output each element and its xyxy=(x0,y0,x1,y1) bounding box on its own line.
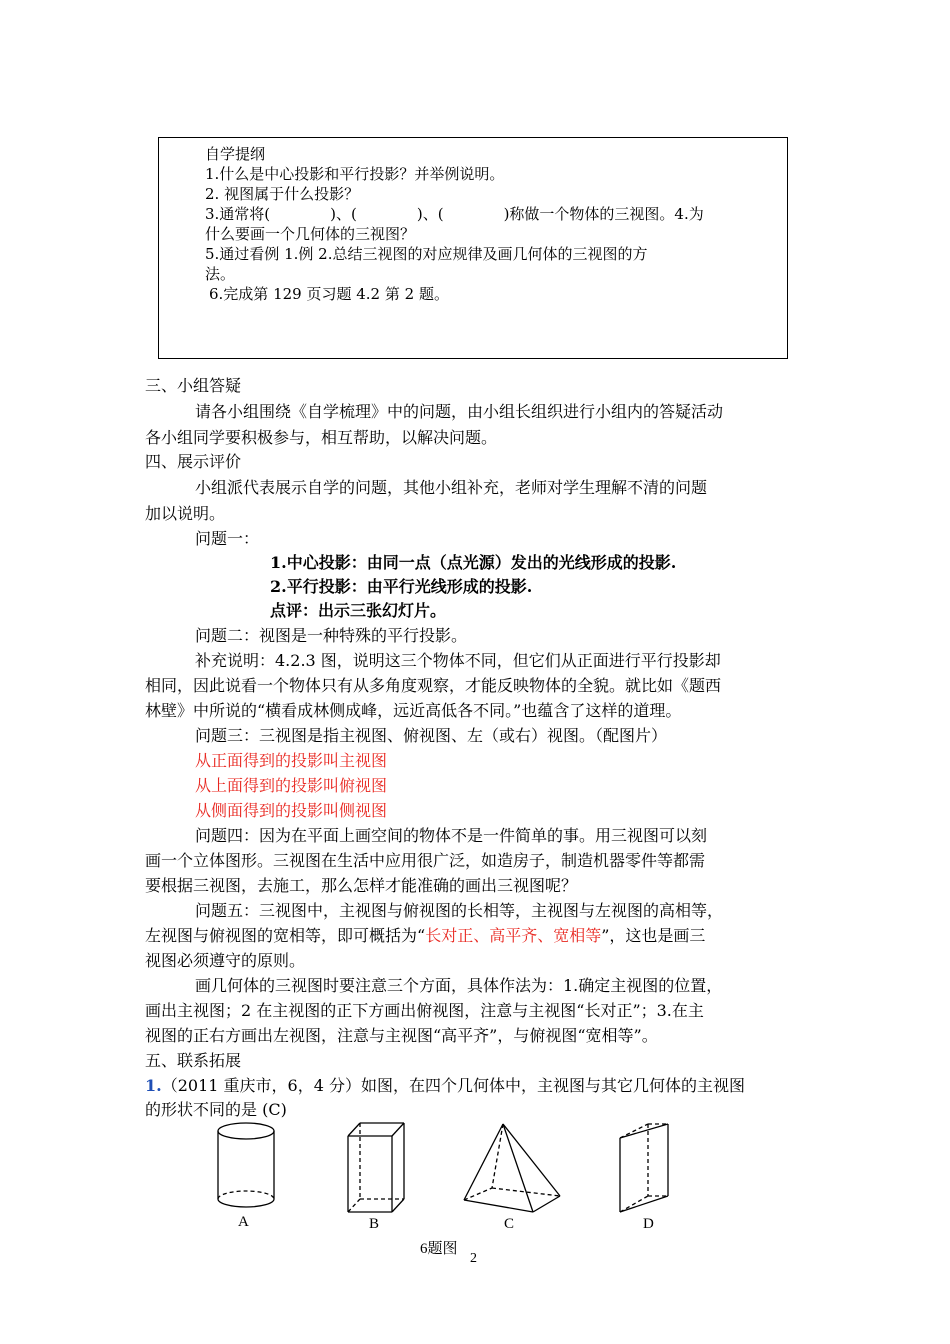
outline-line: 2. 视图属于什么投影？ xyxy=(205,185,360,203)
section-heading: 四、展示评价 xyxy=(145,452,242,471)
paragraph-line: 画几何体的三视图时要注意三个方面，具体作法为：1.确定主视图的位置， xyxy=(195,976,723,995)
section-heading: 五、联系拓展 xyxy=(145,1051,242,1070)
exercise-number: 1. xyxy=(145,1076,162,1095)
paragraph-line: 小组派代表展示自学的问题，其他小组补充，老师对学生理解不清的问题 xyxy=(195,478,708,497)
section-heading: 三、小组答疑 xyxy=(145,376,242,395)
answer-line: 点评：出示三张幻灯片。 xyxy=(270,601,447,620)
paragraph-line: 林壁》中所说的“横看成林侧成峰，远近高低各不同。”也蕴含了这样的道理。 xyxy=(145,701,682,720)
highlight-line: 从上面得到的投影叫俯视图 xyxy=(195,776,388,795)
question-label: 问题一： xyxy=(195,529,260,548)
page-number: 2 xyxy=(470,1251,477,1266)
highlight-line: 从正面得到的投影叫主视图 xyxy=(195,751,388,770)
paragraph-line: 要根据三视图，去施工，那么怎样才能准确的画出三视图呢？ xyxy=(145,876,578,895)
figure-label-d: D xyxy=(643,1216,654,1232)
shape-triangular-prism xyxy=(620,1124,668,1212)
paragraph-line: 各小组同学要积极参与，相互帮助，以解决问题。 xyxy=(145,428,498,447)
shape-cylinder xyxy=(218,1123,274,1207)
text-run: ”，这也是画三 xyxy=(601,926,706,945)
answer-line: 2.平行投影：由平行光线形成的投影. xyxy=(270,577,533,596)
paragraph-line: 问题三：三视图是指主视图、俯视图、左（或右）视图。（配图片） xyxy=(195,726,668,745)
paragraph-line: 问题五：三视图中，主视图与俯视图的长相等，主视图与左视图的高相等， xyxy=(195,901,724,920)
exercise-text: （2011 重庆市，6，4 分）如图，在四个几何体中，主视图与其它几何体的主视图 xyxy=(161,1076,745,1095)
figure-label-a: A xyxy=(238,1214,249,1230)
shape-cuboid xyxy=(348,1123,404,1212)
outline-line: 6.完成第 129 页习题 4.2 第 2 题。 xyxy=(209,285,449,303)
paragraph-line: 补充说明：4.2.3 图，说明这三个物体不同，但它们从正面进行平行投影却 xyxy=(195,651,721,670)
paragraph-line: 画出主视图；2 在主视图的正下方画出俯视图，注意与主视图“长对正”；3.在主 xyxy=(145,1001,704,1020)
paragraph-line: 问题四：因为在平面上画空间的物体不是一件简单的事。用三视图可以刻 xyxy=(195,826,708,845)
paragraph-line: 相同，因此说看一个物体只有从多角度观察，才能反映物体的全貌。就比如《题西 xyxy=(145,676,722,695)
figure-label-c: C xyxy=(504,1216,515,1232)
exercise-line: 的形状不同的是 (C) xyxy=(145,1100,287,1119)
outline-title: 自学提纲 xyxy=(205,145,266,163)
highlight-line: 从侧面得到的投影叫侧视图 xyxy=(195,801,388,820)
answer-line: 1.中心投影：由同一点（点光源）发出的光线形成的投影. xyxy=(270,553,677,572)
highlight-run: 长对正、高平齐、宽相等 xyxy=(425,926,602,945)
outline-line: 什么要画一个几何体的三视图？ xyxy=(205,225,416,243)
outline-line: 1.什么是中心投影和平行投影？并举例说明。 xyxy=(205,165,505,183)
figure-label-b: B xyxy=(369,1216,380,1232)
outline-line: 5.通过看例 1.例 2.总结三视图的对应规律及画几何体的三视图的方 xyxy=(205,245,648,263)
paragraph-line: 视图的正右方画出左视图，注意与主视图“高平齐”，与俯视图“宽相等”。 xyxy=(145,1026,658,1045)
paragraph-line: 视图必须遵守的原则。 xyxy=(145,951,306,970)
paragraph-line: 请各小组围绕《自学梳理》中的问题，由小组长组织进行小组内的答疑活动 xyxy=(195,402,724,421)
figure-caption: 6题图 xyxy=(420,1241,458,1257)
paragraph-line: 问题二：视图是一种特殊的平行投影。 xyxy=(195,626,468,645)
paragraph-line: 加以说明。 xyxy=(145,504,226,523)
outline-line: 3.通常将( )、( )、( )称做一个物体的三视图。4.为 xyxy=(205,205,704,223)
paragraph-line: 画一个立体图形。三视图在生活中应用很广泛，如造房子，制造机器零件等都需 xyxy=(145,851,706,870)
outline-line: 法。 xyxy=(205,265,236,283)
text-run: 左视图与俯视图的宽相等，即可概括为“ xyxy=(145,926,426,945)
shape-pyramid xyxy=(464,1124,560,1212)
